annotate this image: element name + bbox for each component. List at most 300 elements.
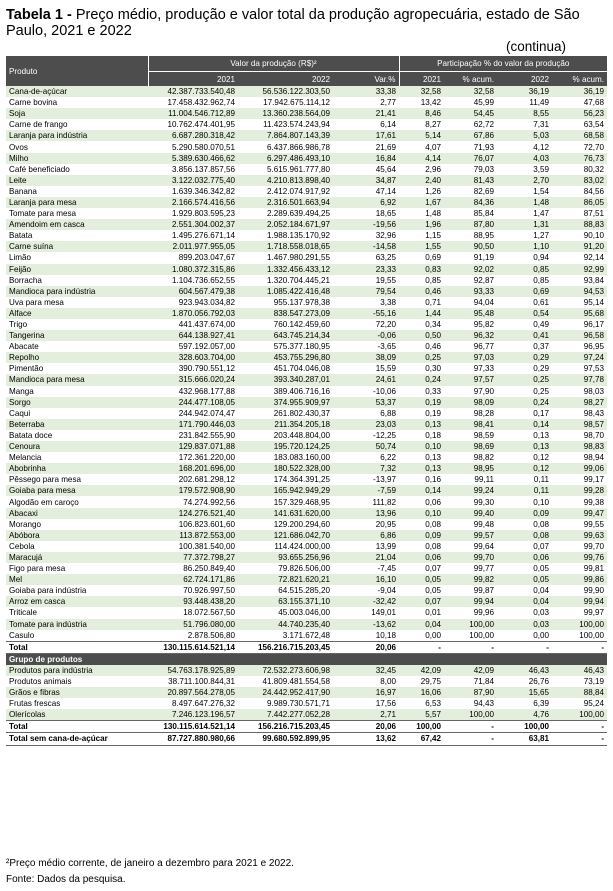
cell: 0,85	[497, 264, 552, 275]
cell: 2,96	[399, 164, 444, 175]
cell: 6,86	[333, 530, 399, 541]
cell: 441.437.674,00	[148, 319, 238, 330]
cell: 4,14	[399, 153, 444, 164]
cell: 432.968.177,88	[148, 386, 238, 397]
cell: 81,43	[444, 175, 497, 186]
cell: 11,49	[497, 97, 552, 108]
cell: 0,06	[399, 552, 444, 563]
row-label: Abacate	[6, 341, 148, 352]
cell: 0,69	[399, 252, 444, 263]
row-label: Tomate para mesa	[6, 208, 148, 219]
cell: 98,28	[444, 408, 497, 419]
cell: 0,06	[497, 552, 552, 563]
cell: 0,11	[497, 485, 552, 496]
cell: 172.361.220,00	[148, 452, 238, 463]
cell: 83,02	[552, 175, 607, 186]
cell: 32,96	[333, 230, 399, 241]
cell: 1.639.346.342,82	[148, 186, 238, 197]
tot-row	[6, 721, 607, 733]
row-label: Milho	[6, 153, 148, 164]
table-row	[6, 619, 607, 630]
cell: 98,57	[552, 419, 607, 430]
cell: 129.837.071,88	[148, 441, 238, 452]
row-label: Batata doce	[6, 430, 148, 441]
cell: -7,45	[333, 563, 399, 574]
cell: 99,48	[444, 519, 497, 530]
cell: 100,00	[444, 630, 497, 642]
cell: 50,74	[333, 441, 399, 452]
cell: 0,29	[497, 352, 552, 363]
cell: 4,07	[399, 141, 444, 152]
cell: 0,85	[399, 275, 444, 286]
cell: 0,07	[399, 563, 444, 574]
row-label: Manga	[6, 386, 148, 397]
cell: 21,69	[333, 141, 399, 152]
cell: 100.381.540,00	[148, 541, 238, 552]
cell: 99,06	[552, 463, 607, 474]
cell: 99,96	[444, 607, 497, 618]
cell: 21,41	[333, 108, 399, 119]
cell: 1.467.980.291,55	[238, 252, 333, 263]
table-row	[6, 676, 607, 687]
cell: 99,90	[552, 585, 607, 596]
cell: 99,38	[552, 496, 607, 507]
header-2021: 2021	[148, 72, 238, 87]
table-row	[6, 698, 607, 709]
cell: 45,99	[444, 97, 497, 108]
cell: 244.477.108,05	[148, 397, 238, 408]
cell: 76,07	[444, 153, 497, 164]
cell: 4,76	[497, 709, 552, 721]
cell: -13,62	[333, 619, 399, 630]
cell: 6,88	[333, 408, 399, 419]
cell: 47,68	[552, 97, 607, 108]
cell: 88,83	[552, 219, 607, 230]
table-row	[6, 264, 607, 275]
cell: 124.276.521,40	[148, 508, 238, 519]
source-note: Fonte: Dados da pesquisa.	[6, 874, 126, 885]
row-label: Leite	[6, 175, 148, 186]
cell: 72,70	[552, 141, 607, 152]
cell: 99,97	[552, 607, 607, 618]
cell: 95,24	[552, 698, 607, 709]
table-row	[6, 330, 607, 341]
table-row	[6, 119, 607, 130]
cell: 0,05	[497, 563, 552, 574]
cell: 0,17	[497, 408, 552, 419]
cell: 99,81	[552, 563, 607, 574]
cell: 6,92	[333, 197, 399, 208]
cell: 1.495.276.671,14	[148, 230, 238, 241]
cell: 90,10	[552, 230, 607, 241]
cell: 99,47	[552, 508, 607, 519]
cell: 17,56	[333, 698, 399, 709]
cell: 46,43	[552, 665, 607, 676]
cell: 2,71	[333, 709, 399, 721]
cell: 157.329.468,95	[238, 496, 333, 507]
cell: 92,99	[552, 264, 607, 275]
cell: -10,06	[333, 386, 399, 397]
cell: 20,95	[333, 519, 399, 530]
table-row	[6, 130, 607, 141]
cell: -	[552, 641, 607, 653]
cell: 130.115.614.521,14	[148, 641, 238, 653]
row-label: Algodão em caroço	[6, 496, 148, 507]
header-var: Var.%	[333, 72, 399, 87]
cell: 0,94	[497, 252, 552, 263]
cell: 1,55	[399, 241, 444, 252]
cell: 8,00	[333, 676, 399, 687]
cell: 1,48	[497, 197, 552, 208]
row-label: Arroz em casca	[6, 596, 148, 607]
cell: 2,70	[497, 175, 552, 186]
cell: 106.823.601,60	[148, 519, 238, 530]
cell: 1.085.422.416,48	[238, 286, 333, 297]
data-table	[6, 56, 607, 746]
tot-row	[6, 641, 607, 653]
cell: 16,97	[333, 687, 399, 698]
cell: 2.166.574.416,56	[148, 197, 238, 208]
cell: 8,55	[497, 108, 552, 119]
cell: 10,18	[333, 630, 399, 642]
cell: 92,87	[444, 275, 497, 286]
cell: 0,85	[497, 275, 552, 286]
cell: -32,42	[333, 596, 399, 607]
cell: 1.988.135.170,92	[238, 230, 333, 241]
cell: 93,84	[552, 275, 607, 286]
cell: 0,83	[399, 264, 444, 275]
cell: 34,87	[333, 175, 399, 186]
cell: 98,83	[552, 441, 607, 452]
cell: 6.297.486.493,10	[238, 153, 333, 164]
cell: 2.412.074.917,92	[238, 186, 333, 197]
cell: 97,57	[444, 374, 497, 385]
cell: 11.004.546.712,89	[148, 108, 238, 119]
cell: 114.424.000,00	[238, 541, 333, 552]
cell: 315.666.020,24	[148, 374, 238, 385]
cell: 0,46	[399, 341, 444, 352]
cell: 13,96	[333, 508, 399, 519]
cell: 0,25	[497, 374, 552, 385]
table-row	[6, 607, 607, 618]
cell: 604.567.479,38	[148, 286, 238, 297]
cell: 79,03	[444, 164, 497, 175]
cell: 20,06	[333, 641, 399, 653]
table-row	[6, 397, 607, 408]
cell: 113.872.553,00	[148, 530, 238, 541]
cell: -	[399, 641, 444, 653]
table-row	[6, 574, 607, 585]
cell: 4,12	[497, 141, 552, 152]
cell: 644.138.927,41	[148, 330, 238, 341]
cell: 244.942.074,47	[148, 408, 238, 419]
cell: 76,73	[552, 153, 607, 164]
cell: 24.442.952.417,90	[238, 687, 333, 698]
table-row	[6, 585, 607, 596]
row-label: Total	[6, 721, 148, 733]
row-label: Morango	[6, 519, 148, 530]
cell: 99,86	[552, 574, 607, 585]
cell: 6,39	[497, 698, 552, 709]
cell: -9,04	[333, 585, 399, 596]
cell: 99,11	[444, 474, 497, 485]
cell: 90,50	[444, 241, 497, 252]
cell: 16,84	[333, 153, 399, 164]
row-label: Goiaba para indústria	[6, 585, 148, 596]
cell: 0,34	[399, 319, 444, 330]
cell: -	[552, 733, 607, 745]
row-label: Trigo	[6, 319, 148, 330]
row-label: Carne suína	[6, 241, 148, 252]
row-label: Banana	[6, 186, 148, 197]
group-title: Grupo de produtos	[6, 653, 607, 665]
row-label: Carne de frango	[6, 119, 148, 130]
cell: 0,13	[399, 419, 444, 430]
cell: 121.686.042,70	[238, 530, 333, 541]
cell: 92,02	[444, 264, 497, 275]
cell: 100,00	[552, 709, 607, 721]
cell: 111,82	[333, 496, 399, 507]
cell: 68,58	[552, 130, 607, 141]
cell: 100,00	[497, 721, 552, 733]
header-acum1: % acum.	[444, 72, 497, 87]
cell: 0,03	[497, 607, 552, 618]
cell: 1.080.372.315,86	[148, 264, 238, 275]
table-row	[6, 519, 607, 530]
cell: 85,84	[444, 208, 497, 219]
cell: 98,82	[444, 452, 497, 463]
row-label: Caqui	[6, 408, 148, 419]
cell: 1,44	[399, 308, 444, 319]
cell: 1,31	[497, 219, 552, 230]
table-row	[6, 665, 607, 676]
cell: 79,54	[333, 286, 399, 297]
cell: 93.655.256,96	[238, 552, 333, 563]
header-2022: 2022	[238, 72, 333, 87]
cell: 165.942.949,29	[238, 485, 333, 496]
cell: 6,22	[333, 452, 399, 463]
row-label: Café beneficiado	[6, 164, 148, 175]
cell: 0,50	[399, 330, 444, 341]
cell: 15,65	[497, 687, 552, 698]
cell: 100,00	[399, 721, 444, 733]
cell: -0,06	[333, 330, 399, 341]
cell: 0,00	[399, 630, 444, 642]
cell: 643.745.214,34	[238, 330, 333, 341]
cell: 100,00	[444, 709, 497, 721]
cell: 79.826.506,00	[238, 563, 333, 574]
row-label: Abóbora	[6, 530, 148, 541]
cell: 36,19	[497, 86, 552, 97]
table-row	[6, 208, 607, 219]
cell: 0,14	[399, 485, 444, 496]
cell: 0,25	[399, 352, 444, 363]
cell: 16,10	[333, 574, 399, 585]
header-produto: Produto	[6, 56, 148, 86]
cell: 84,56	[552, 186, 607, 197]
cell: 45,64	[333, 164, 399, 175]
cell: 0,08	[399, 541, 444, 552]
cell: 95,68	[552, 308, 607, 319]
cell: 18,65	[333, 208, 399, 219]
cell: 6,14	[333, 119, 399, 130]
table-row	[6, 452, 607, 463]
row-label: Laranja para indústria	[6, 130, 148, 141]
cell: 38.711.100.844,31	[148, 676, 238, 687]
cell: 97,53	[552, 363, 607, 374]
cell: 97,24	[552, 352, 607, 363]
cell: 99,30	[444, 496, 497, 507]
cell: 47,14	[333, 186, 399, 197]
cell: 99,94	[552, 596, 607, 607]
cell: 99,63	[552, 530, 607, 541]
row-label: Pêssego para mesa	[6, 474, 148, 485]
cell: 63,81	[497, 733, 552, 745]
row-label: Abobrinha	[6, 463, 148, 474]
cell: 1.870.056.792,03	[148, 308, 238, 319]
row-label: Triticale	[6, 607, 148, 618]
cell: 99,70	[552, 541, 607, 552]
cell: 0,08	[497, 519, 552, 530]
cell: 17,61	[333, 130, 399, 141]
cell: 51.796.080,00	[148, 619, 238, 630]
cell: 0,09	[497, 508, 552, 519]
cell: 0,69	[497, 286, 552, 297]
cell: 0,07	[399, 596, 444, 607]
table-row	[6, 552, 607, 563]
cell: 63,25	[333, 252, 399, 263]
cell: 0,30	[399, 363, 444, 374]
row-label: Alface	[6, 308, 148, 319]
cell: 328.603.704,00	[148, 352, 238, 363]
cell: 0,03	[497, 619, 552, 630]
cell: 0,05	[399, 585, 444, 596]
cell: 3.122.032.775,40	[148, 175, 238, 186]
cell: 98,43	[552, 408, 607, 419]
table-row	[6, 341, 607, 352]
cell: 0,71	[399, 297, 444, 308]
cell: 0,24	[497, 397, 552, 408]
cell: 7,31	[497, 119, 552, 130]
cell: 156.216.715.203,45	[238, 641, 333, 653]
row-label: Mandioca para indústria	[6, 286, 148, 297]
cell: 20,06	[333, 721, 399, 733]
cell: 6.687.280.318,42	[148, 130, 238, 141]
cell: 1.332.456.433,12	[238, 264, 333, 275]
cell: 73,19	[552, 676, 607, 687]
cell: 20.897.564.278,05	[148, 687, 238, 698]
cell: 5.290.580.070,51	[148, 141, 238, 152]
cell: 183.083.160,00	[238, 452, 333, 463]
table-row	[6, 219, 607, 230]
cell: 6,53	[399, 698, 444, 709]
cell: 0,33	[399, 386, 444, 397]
cell: 0,09	[399, 530, 444, 541]
row-label: Cebola	[6, 541, 148, 552]
cell: 899.203.047,67	[148, 252, 238, 263]
cell: 71,84	[444, 676, 497, 687]
table-row	[6, 630, 607, 642]
row-label: Mandioca para mesa	[6, 374, 148, 385]
cell: 17.942.675.114,12	[238, 97, 333, 108]
cell: 98,09	[444, 397, 497, 408]
cell: 5,03	[497, 130, 552, 141]
cell: 99,40	[444, 508, 497, 519]
table-row	[6, 687, 607, 698]
row-label: Uva para mesa	[6, 297, 148, 308]
cell: 8,27	[399, 119, 444, 130]
row-label: Cana-de-açúcar	[6, 86, 148, 97]
row-label: Produtos para indústria	[6, 665, 148, 676]
cell: 0,46	[399, 286, 444, 297]
table-row	[6, 374, 607, 385]
table-title: Tabela 1 - Preço médio, produção e valor total da produção agropecuária, estado de São Paulo, 2021 e 2022	[6, 7, 580, 39]
table-row	[6, 496, 607, 507]
cell: 72.821.620,21	[238, 574, 333, 585]
cell: 0,08	[497, 530, 552, 541]
table-row	[6, 164, 607, 175]
cell: 575.377.180,95	[238, 341, 333, 352]
header-p2022: 2022	[497, 72, 552, 87]
row-label: Goiaba para mesa	[6, 485, 148, 496]
row-label: Carne bovina	[6, 97, 148, 108]
table-row	[6, 141, 607, 152]
cell: 18.072.567,50	[148, 607, 238, 618]
cell: 99,70	[444, 552, 497, 563]
cell: 389.406.716,16	[238, 386, 333, 397]
cell: 1.320.704.445,21	[238, 275, 333, 286]
cell: 0,49	[497, 319, 552, 330]
table-row	[6, 308, 607, 319]
table-row	[6, 86, 607, 97]
cell: 99.680.592.899,95	[238, 733, 333, 745]
cell: 94,04	[444, 297, 497, 308]
cell: 129.200.294,60	[238, 519, 333, 530]
cell: 1.718.558.018,65	[238, 241, 333, 252]
cell: 0,61	[497, 297, 552, 308]
cell: 7.864.807.143,39	[238, 130, 333, 141]
cell: 11.423.574.243,94	[238, 119, 333, 130]
cell: -55,16	[333, 308, 399, 319]
cell: 0,04	[497, 596, 552, 607]
row-label: Grãos e fibras	[6, 687, 148, 698]
cell: 13,62	[333, 733, 399, 745]
cell: 72,20	[333, 319, 399, 330]
cell: 99,55	[552, 519, 607, 530]
table-row	[6, 352, 607, 363]
cell: 0,25	[497, 386, 552, 397]
continua-label: (continua)	[506, 39, 567, 54]
cell: 261.802.430,37	[238, 408, 333, 419]
cell: 84,36	[444, 197, 497, 208]
cell: 63.155.371,10	[238, 596, 333, 607]
row-label: Total sem cana-de-açúcar	[6, 733, 148, 745]
cell: -14,58	[333, 241, 399, 252]
cell: 9.989.730.571,71	[238, 698, 333, 709]
cell: 88,95	[444, 230, 497, 241]
cell: 0,04	[497, 585, 552, 596]
table-row	[6, 241, 607, 252]
cell: 44.740.235,40	[238, 619, 333, 630]
cell: 1,10	[497, 241, 552, 252]
cell: 53,37	[333, 397, 399, 408]
cell: 0,11	[497, 474, 552, 485]
table-row	[6, 175, 607, 186]
cell: -3,65	[333, 341, 399, 352]
cell: 19,55	[333, 275, 399, 286]
cell: 98,27	[552, 397, 607, 408]
table-row	[6, 474, 607, 485]
